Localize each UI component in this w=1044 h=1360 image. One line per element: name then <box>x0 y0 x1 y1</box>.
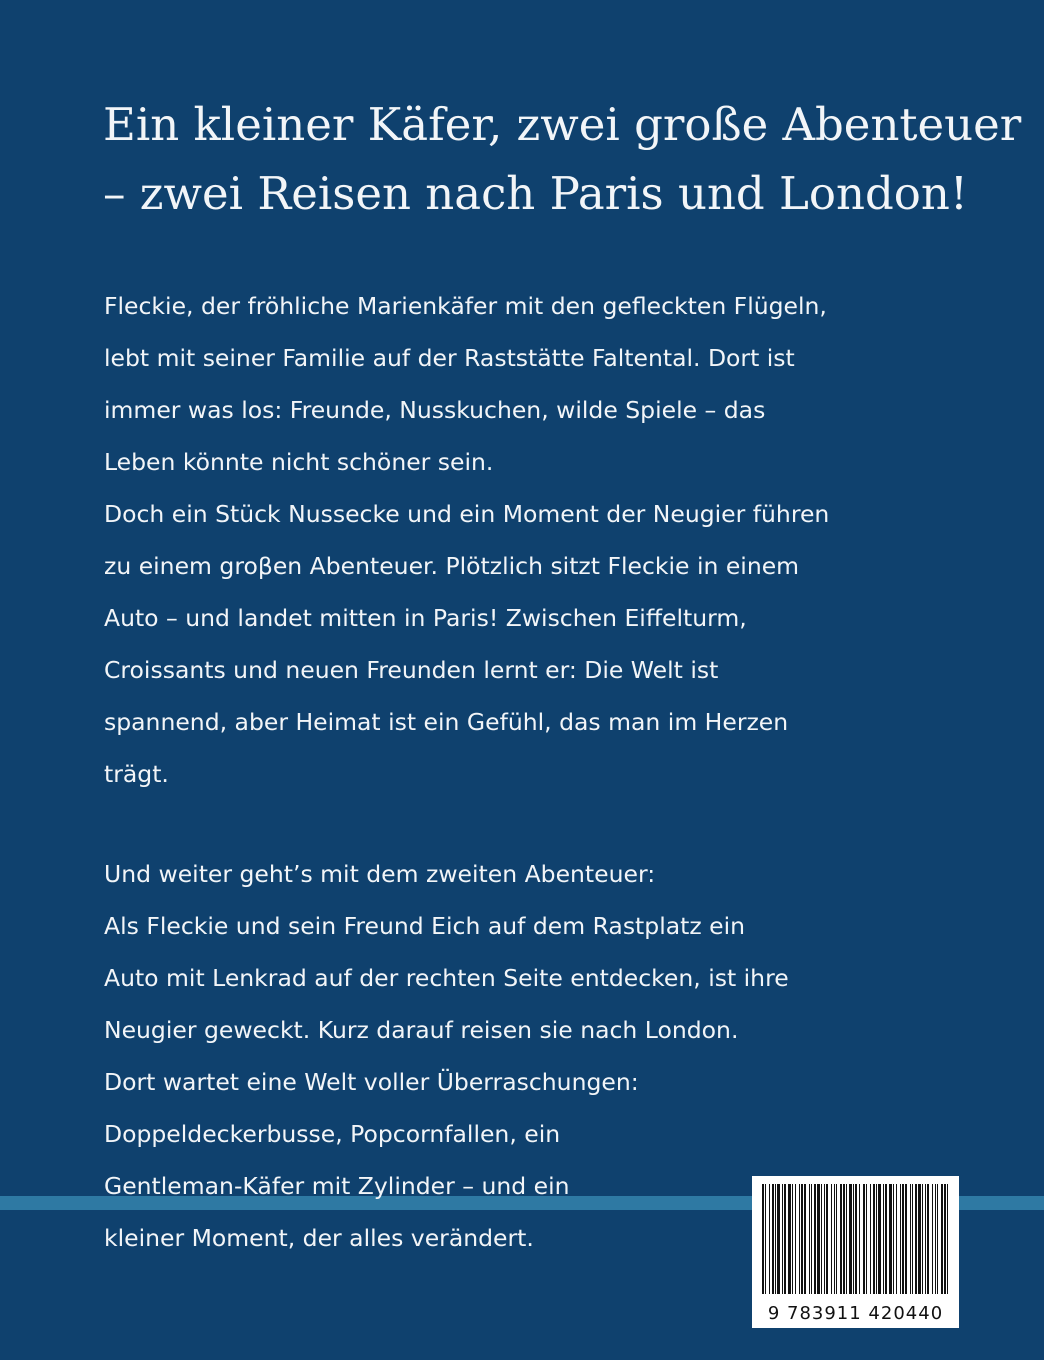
barcode-bar <box>814 1184 816 1294</box>
barcode-bar <box>866 1184 867 1294</box>
barcode-bar <box>932 1184 933 1294</box>
barcode-bar <box>765 1184 766 1294</box>
barcode-bar <box>811 1184 812 1294</box>
text-line: Neugier geweckt. Kurz darauf reisen sie nach London. <box>104 1016 739 1044</box>
text-line: lebt mit seiner Familie auf der Raststätte Faltental. Dort ist <box>104 344 795 372</box>
barcode-bar <box>922 1184 923 1294</box>
text-line: Dort wartet eine Welt voller Überraschungen: <box>104 1068 639 1096</box>
barcode-bar <box>918 1184 921 1294</box>
barcode-bar <box>870 1184 871 1294</box>
barcode-bar <box>859 1184 860 1294</box>
barcode-bar <box>849 1184 852 1294</box>
barcode-bar <box>784 1184 786 1294</box>
text-line: Doch ein Stück Nussecke und ein Moment der Neugier führen <box>104 500 830 528</box>
barcode-bar <box>831 1184 832 1294</box>
barcode-bar <box>834 1184 835 1294</box>
barcode-icon <box>752 1176 959 1301</box>
barcode-bar <box>910 1184 911 1294</box>
barcode-bar <box>944 1184 946 1294</box>
barcode-bar <box>937 1184 938 1294</box>
barcode-bar <box>824 1184 825 1294</box>
barcode-bar <box>941 1184 943 1294</box>
barcode-bar <box>927 1184 929 1294</box>
text-line: Gentleman-Käfer mit Zylinder – und ein <box>104 1172 570 1200</box>
barcode-bar <box>846 1184 847 1294</box>
text-line: Als Fleckie und sein Freund Eich auf dem Rastplatz ein <box>104 912 746 940</box>
barcode-bar <box>801 1184 803 1294</box>
barcode-bar <box>935 1184 936 1294</box>
text-line: immer was los: Freunde, Nusskuchen, wilde Spiele – das <box>104 396 766 424</box>
barcode-bar <box>762 1184 764 1294</box>
barcode-bar <box>809 1184 810 1294</box>
barcode-bar <box>843 1184 845 1294</box>
blurb-paragraph-paris <box>104 280 984 800</box>
barcode-bar <box>840 1184 842 1294</box>
barcode-bar <box>836 1184 837 1294</box>
barcode-bar <box>883 1184 884 1294</box>
barcode-bar <box>795 1184 796 1294</box>
barcode-bar <box>896 1184 897 1294</box>
headline-line: Ein kleiner Käfer, zwei große Abenteuer <box>103 98 1022 151</box>
barcode-bar <box>788 1184 791 1294</box>
barcode-bar <box>821 1184 822 1294</box>
barcode-bar <box>855 1184 857 1294</box>
text-line: kleiner Moment, der alles verändert. <box>104 1224 534 1252</box>
barcode-bar <box>889 1184 892 1294</box>
barcode-bar <box>777 1184 780 1294</box>
barcode-bar <box>817 1184 820 1294</box>
isbn-number: 9 783911 420440 <box>767 1303 944 1324</box>
barcode-bar <box>775 1184 776 1294</box>
text-line: Auto mit Lenkrad auf der rechten Seite entdecken, ist ihre <box>104 964 789 992</box>
barcode-bar <box>947 1184 948 1294</box>
barcode-bar <box>873 1184 875 1294</box>
isbn-barcode <box>752 1176 959 1328</box>
barcode-bar <box>915 1184 917 1294</box>
text-line: spannend, aber Heimat ist ein Gefühl, das man im Herzen <box>104 708 789 736</box>
barcode-bar <box>769 1184 770 1294</box>
headline-line: – zwei Reisen nach Paris und London! <box>103 167 968 220</box>
text-line: Auto – und landet mitten in Paris! Zwischen Eiffelturm, <box>104 604 747 632</box>
barcode-bar <box>853 1184 854 1294</box>
barcode-bar <box>782 1184 783 1294</box>
barcode-bar <box>826 1184 828 1294</box>
text-line: trägt. <box>104 760 169 788</box>
barcode-bar <box>772 1184 774 1294</box>
barcode-bar <box>925 1184 926 1294</box>
barcode-bar <box>912 1184 913 1294</box>
text-line: Leben könnte nicht schöner sein. <box>104 448 494 476</box>
barcode-bar <box>863 1184 865 1294</box>
barcode-bar <box>876 1184 877 1294</box>
text-line: Fleckie, der fröhliche Marienkäfer mit den gefleckten Flügeln, <box>104 292 827 320</box>
barcode-bar <box>792 1184 793 1294</box>
barcode-bar <box>893 1184 894 1294</box>
text-line: zu einem groβen Abenteuer. Plötzlich sitzt Fleckie in einem <box>104 552 800 580</box>
barcode-bar <box>905 1184 907 1294</box>
barcode-bar <box>885 1184 887 1294</box>
barcode-bar <box>799 1184 800 1294</box>
text-line: Croissants und neuen Freunden lernt er: Die Welt ist <box>104 656 719 684</box>
barcode-bar <box>900 1184 901 1294</box>
cover-headline <box>103 90 1022 228</box>
text-line: Und weiter geht’s mit dem zweiten Abenteuer: <box>104 860 656 888</box>
barcode-bar <box>878 1184 881 1294</box>
barcode-bar <box>902 1184 904 1294</box>
barcode-bar <box>804 1184 806 1294</box>
text-line: Doppeldeckerbusse, Popcornfallen, ein <box>104 1120 561 1148</box>
